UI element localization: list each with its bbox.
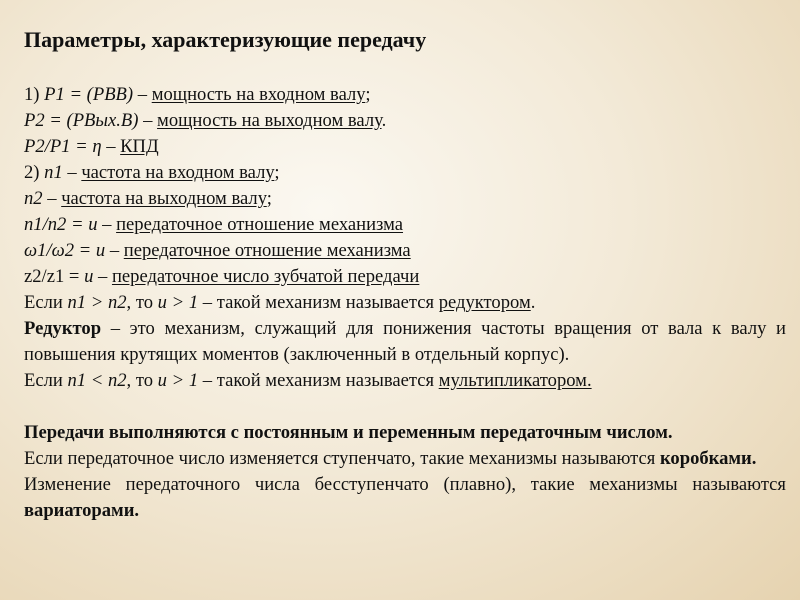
punctuation: . — [530, 292, 536, 313]
punctuation: ; — [274, 162, 280, 183]
term-variators: вариаторами. — [24, 500, 140, 521]
line-output-frequency — [24, 186, 786, 212]
formula: n1/n2 = — [24, 214, 89, 235]
term-gearboxes: коробками. — [659, 448, 757, 469]
formula: z2/z1 = — [24, 266, 85, 287]
line-reducer-condition — [24, 290, 786, 316]
dash: – — [101, 136, 121, 157]
formula: P2/P1 = — [24, 136, 93, 157]
term-reducer: редуктором — [438, 292, 531, 313]
formula: P2 = (PВых.В) — [24, 110, 139, 131]
punctuation: . — [381, 110, 387, 131]
text: Если — [24, 292, 68, 313]
line-output-power — [24, 108, 786, 134]
slide-title: Параметры, характеризующие передачу — [24, 27, 427, 52]
formula: u > 1 — [157, 292, 199, 313]
line-multiplier-condition — [24, 368, 786, 394]
reducer-definition — [24, 316, 786, 368]
line-input-power — [24, 82, 786, 108]
list-number: 2) — [24, 162, 45, 183]
formula: n1 > n2 — [67, 292, 127, 313]
text: Изменение передаточного числа бесступенчато (плавно), такие механизмы называются — [24, 474, 786, 495]
definition: частота на выходном валу — [61, 188, 267, 209]
term-multiplier: мультипликатором. — [438, 370, 592, 391]
u-symbol: u — [88, 214, 98, 235]
formula: n2 — [24, 188, 43, 209]
u-symbol: u — [95, 240, 106, 261]
dash: – — [105, 240, 124, 261]
dash: – — [42, 188, 62, 209]
spacer — [24, 394, 786, 420]
line-ratio-omega — [24, 238, 786, 264]
dash: – — [62, 162, 82, 183]
formula: u > 1 — [157, 370, 199, 391]
u-symbol: u — [84, 266, 94, 287]
variator-paragraph — [24, 472, 786, 524]
line-ratio-n — [24, 212, 786, 238]
definition: передаточное число зубчатой передачи — [111, 266, 420, 287]
formula: n1 < n2 — [67, 370, 127, 391]
dash: – — [138, 110, 158, 131]
text: , то — [126, 370, 158, 391]
list-number: 1) — [24, 84, 45, 105]
formula: ω1/ω2 = — [24, 240, 96, 261]
eta-symbol: η — [92, 136, 102, 157]
formula: P1 = (PВВ) — [44, 84, 134, 105]
definition: передаточное отношение механизма — [116, 214, 404, 235]
definition: частота на входном валу — [81, 162, 275, 183]
definition: передаточное отношение механизма — [123, 240, 411, 261]
formula: n1 — [44, 162, 63, 183]
dash: – — [93, 266, 112, 287]
text: Если — [24, 370, 68, 391]
line-efficiency — [24, 134, 786, 160]
definition: мощность на входном валу — [151, 84, 366, 105]
punctuation: ; — [365, 84, 371, 105]
line-input-frequency — [24, 160, 786, 186]
line-ratio-z — [24, 264, 786, 290]
transmission-types: Передачи выполняются с постоянным и переменным передаточным числом. — [24, 422, 673, 443]
gearbox-paragraph — [24, 446, 786, 472]
definition: мощность на выходном валу — [157, 110, 382, 131]
dash: – — [133, 84, 152, 105]
dash: – — [97, 214, 117, 235]
text: Если передаточное число изменяется ступенчато, такие механизмы называются — [24, 448, 660, 469]
definition: КПД — [120, 136, 159, 157]
slide-content — [24, 26, 786, 524]
term-bold: Редуктор — [24, 318, 102, 339]
text: , то — [126, 292, 158, 313]
text: – такой механизм называется — [198, 370, 439, 391]
text: – это механизм, служащий для понижения частоты вращения от вала к валу и повышения крутящих моментов (заключенный в отдельный корпус). — [24, 318, 786, 365]
text: – такой механизм называется — [198, 292, 439, 313]
punctuation: ; — [266, 188, 272, 209]
